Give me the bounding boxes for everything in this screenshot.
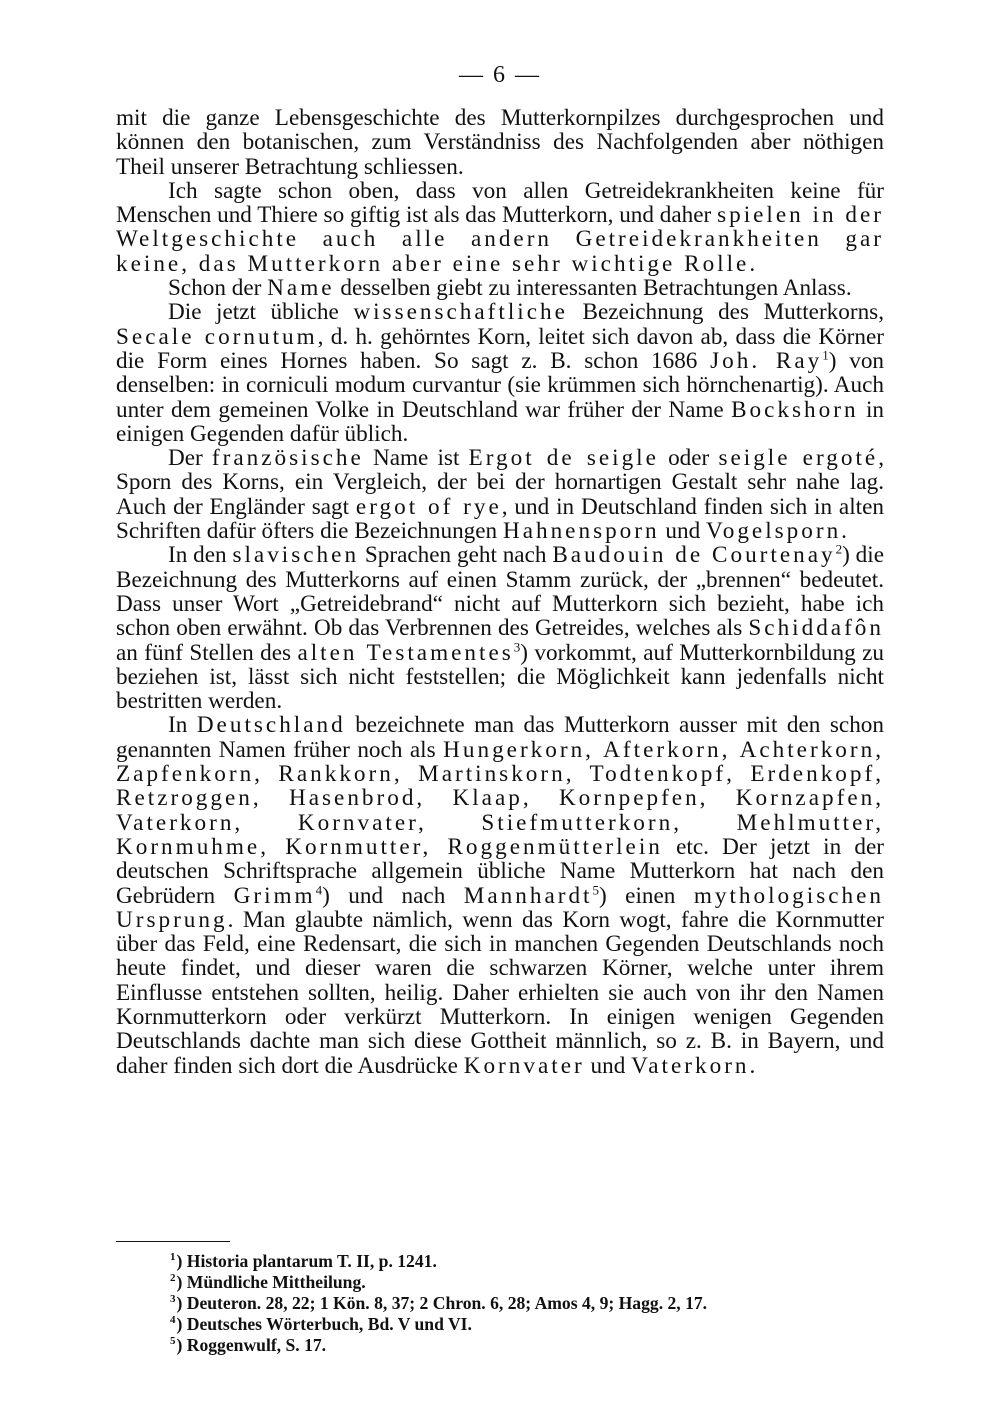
spaced-emphasis: spielen in der Weltgeschichte auch alle andern Getreidekrankheiten gar keine, das Mutterkorn aber eine sehr wichtige Rolle — [116, 202, 884, 277]
spaced-emphasis: Vogelsporn — [705, 518, 842, 545]
text-run: in einigen Gegenden dafür üblich. — [116, 396, 884, 447]
spaced-emphasis: Name — [267, 275, 335, 302]
footnote-text: ) Deutsches Wörterbuch, Bd. V und VI. — [176, 1314, 472, 1334]
spaced-emphasis: Hahnensporn — [502, 518, 660, 545]
footnote — [170, 1335, 890, 1356]
paragraph — [116, 300, 884, 446]
spaced-emphasis: Joh. Ray — [710, 347, 823, 374]
spaced-emphasis: Secale cornutum — [116, 323, 318, 350]
text-run: Der — [168, 445, 212, 472]
spaced-emphasis: ergot of rye — [355, 493, 502, 520]
text-run: Name ist — [363, 445, 469, 472]
text-run: und — [659, 518, 706, 545]
footnote-mark: 2 — [170, 1272, 176, 1285]
text-run: . — [749, 250, 756, 277]
page-number: — 6 — — [459, 62, 541, 88]
spaced-emphasis: alten Testamentes — [297, 639, 514, 666]
paragraph — [116, 179, 884, 276]
text-run: . — [841, 518, 847, 545]
footnote — [170, 1251, 890, 1272]
spaced-emphasis: Vaterkorn — [631, 1052, 750, 1079]
footnote-divider — [116, 1241, 230, 1242]
text-run: . — [749, 1052, 756, 1079]
spaced-emphasis: Ergot de seigle — [468, 445, 659, 472]
footnote-reference: 5 — [592, 881, 599, 897]
spaced-emphasis: französische — [211, 445, 364, 472]
body-text — [116, 106, 884, 1078]
footnote-text: ) Roggenwulf, S. 17. — [176, 1335, 327, 1355]
footnote-text: ) Deuteron. 28, 22; 1 Kön. 8, 37; 2 Chron. 6, 28; Amos 4, 9; Hagg. 2, 17. — [176, 1293, 708, 1313]
text-run: ) die Bezeichnung des Mutterkorns auf einen Stamm zurück, der „brennen“ bedeutet. Dass unser Wort „Getreidebrand“ nicht auf Mutterkorn sich bezieht, habe ich schon oben erwähnt. Ob das Verbrennen des Getreides, welches als — [116, 542, 884, 642]
text-run: , und in Deutschland finden sich in alten Schriften dafür öfters die Bezeichnungen — [116, 493, 884, 545]
footnote-mark: 5 — [170, 1335, 176, 1348]
footnote-mark: 4 — [170, 1314, 176, 1327]
footnote-reference: 1 — [822, 347, 829, 363]
spaced-emphasis: slavischen — [232, 542, 360, 569]
spaced-emphasis: mythologischen Ursprung — [116, 882, 884, 933]
footnote-reference: 3 — [513, 638, 521, 654]
text-run: , d. h. gehörntes Korn, leitet sich davon ab, dass die Körner die Form eines Hornes haben. So sagt z. B. schon 1686 — [116, 323, 885, 374]
footnote — [170, 1314, 890, 1335]
text-run: an fünf Stellen des — [116, 639, 298, 666]
spaced-emphasis: Schiddafôn — [748, 615, 884, 642]
spaced-emphasis: Kornvater — [463, 1052, 585, 1079]
footnotes — [170, 1251, 890, 1356]
text-run: desselben giebt zu interessanten Betrachtungen Anlass. — [334, 275, 852, 302]
text-run: oder — [658, 445, 719, 472]
spaced-emphasis: wissenschaftliche — [353, 299, 568, 326]
text-run: ) vorkommt, auf Mutterkornbildung zu beziehen ist, lässt sich nicht feststellen; die Möglichkeit kann jedenfalls nicht bestritten werden. — [116, 639, 884, 715]
footnote — [170, 1293, 890, 1314]
text-run: Bezeichnung des Mutterkorns, — [567, 299, 885, 326]
text-run: . Man glaubte nämlich, wenn das Korn wogt, fahre die Kornmutter über das Feld, eine Redensart, die sich in manchen Gegenden Deutschlands noch heute findet, und dieser waren die schwarzen Körner, welche unter ihrem Einflusse entstehen sollten, heilig. Daher erhielten sie auch von ihr den Namen Kornmutterkorn oder verkürzt Mutterkorn. In einigen wenigen Gegenden Deutschlands dachte man sich diese Gottheit männlich, so z. B. in Bayern, und daher finden sich dort die Ausdrücke — [116, 906, 884, 1079]
text-run: Die jetzt übliche — [168, 299, 354, 326]
footnote-reference: 2 — [835, 541, 843, 557]
spaced-emphasis: Baudouin de Courtenay — [552, 542, 836, 569]
text-run: mit die ganze Lebensgeschichte des Mutterkornpilzes durchgesprochen und können den botanischen, zum Verständniss des Nachfolgenden aber nöthigen Theil unserer Betrachtung schliessen. — [116, 105, 884, 180]
footnote — [170, 1272, 890, 1293]
spaced-emphasis: Bockshorn — [731, 396, 859, 423]
paragraph — [116, 543, 884, 713]
paragraph — [116, 713, 884, 1077]
text-run: ) einen — [599, 882, 694, 909]
text-run: Sprachen geht nach — [359, 542, 553, 569]
text-run: , Sporn des Korns, ein Vergleich, der bei der hornartigen Gestalt sehr nahe lag. Auch der Engländer sagt — [116, 445, 884, 520]
text-run: und — [584, 1052, 632, 1079]
text-run: ) und nach — [322, 882, 464, 909]
text-run: etc. Der jetzt in der deutschen Schriftsprache allgemein übliche Name Mutterkorn hat nach den Gebrüdern — [116, 833, 885, 909]
text-run: bezeichnete man das Mutterkorn ausser mit den schon genannten Namen früher noch als — [116, 712, 884, 763]
text-run: In — [168, 712, 197, 739]
footnote-mark: 1 — [170, 1251, 176, 1264]
footnote-mark: 3 — [170, 1293, 176, 1306]
paragraph — [116, 446, 884, 543]
paragraph — [116, 106, 884, 179]
text-run: ) von denselben: in corniculi modum curvantur (sie krümmen sich hörnchenartig). Auch unter dem gemeinen Volke in Deutschland war früher der Name — [116, 347, 885, 423]
spaced-emphasis: Mannhardt — [463, 882, 593, 909]
spaced-emphasis: Hungerkorn, Afterkorn, Achterkorn, Zapfenkorn, Rankkorn, Martinskorn, Todtenkopf, Erdenkopf, Retzroggen, Hasenbrod, Klaap, Kornpepfen, Kornzapfen, Vaterkorn, Kornvater, Stiefmutterkorn, Mehlmutter, Kornmuhme, Kornmutter, Roggenmütterlein — [116, 736, 884, 860]
spaced-emphasis: seigle ergoté — [718, 445, 879, 472]
text-run: Ich sagte schon oben, dass von allen Getreidekrankheiten keine für Menschen und Thiere so giftig ist als das Mutterkorn, und daher — [116, 177, 884, 229]
spaced-emphasis: Deutschland — [196, 712, 346, 739]
text-run: Schon der — [168, 275, 268, 302]
spaced-emphasis: Grimm — [233, 882, 316, 909]
footnote-text: ) Historia plantarum T. II, p. 1241. — [176, 1251, 437, 1271]
footnote-reference: 4 — [315, 881, 323, 897]
text-run: In den — [168, 542, 233, 569]
paragraph — [116, 276, 884, 300]
footnote-text: ) Mündliche Mittheilung. — [176, 1272, 366, 1292]
